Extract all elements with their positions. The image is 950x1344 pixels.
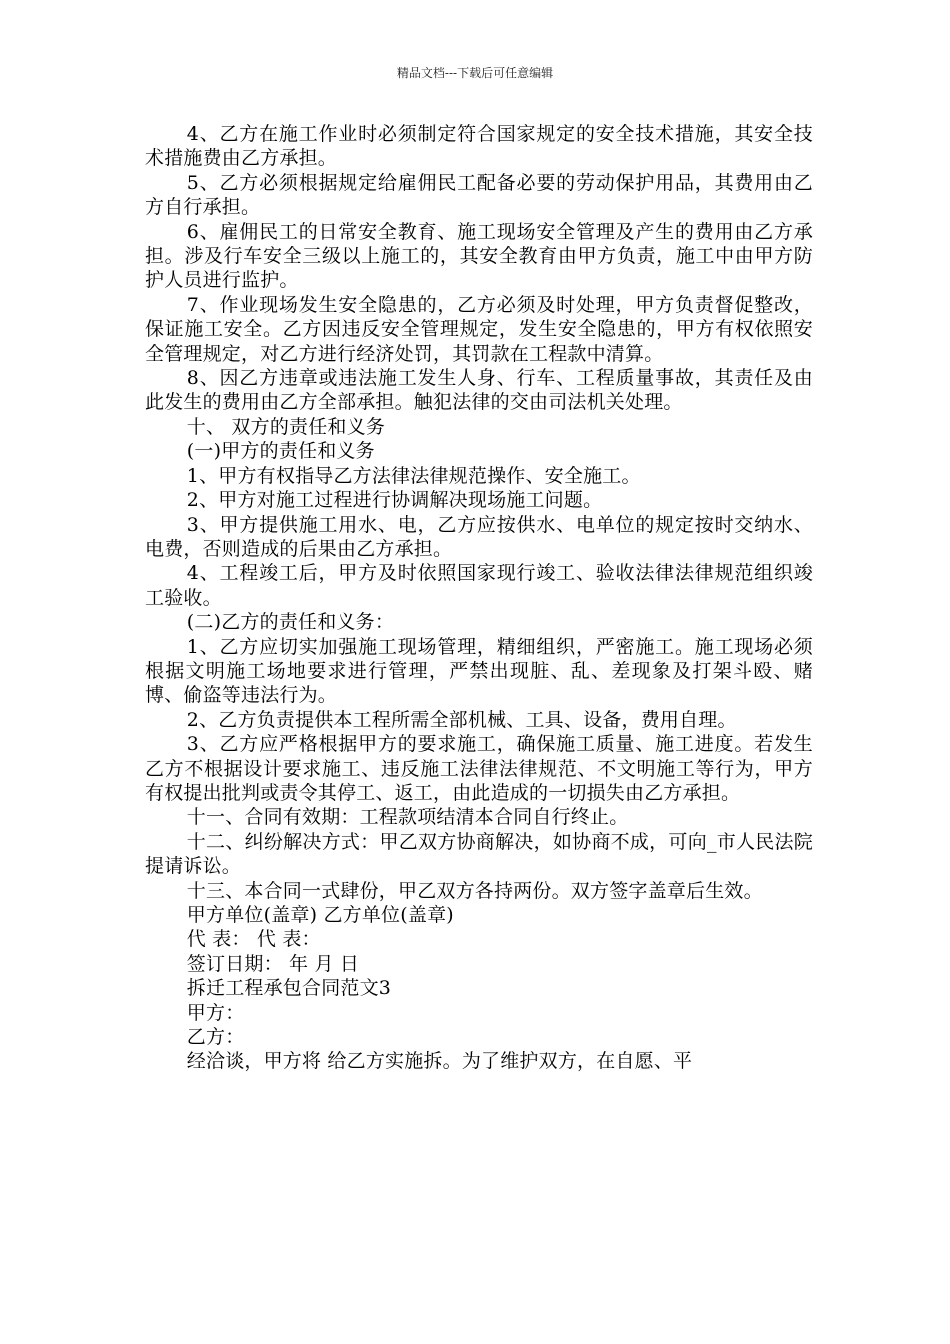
paragraph: 5、乙方必须根据规定给雇佣民工配备必要的劳动保护用品，其费用由乙方自行承担。 <box>145 171 813 219</box>
signature-line: 甲方单位(盖章) 乙方单位(盖章) <box>186 904 454 926</box>
paragraph: 1、乙方应切实加强施工现场管理，精细组织，严密施工。施工现场必须根据文明施工场地要求进行管理，严禁出现脏、乱、差现象及打架斗殴、赌博、偷盗等违法行为。 <box>145 635 813 707</box>
document-title: 拆迁工程承包合同范文3 <box>186 977 392 1000</box>
party-b-line: 乙方： <box>186 1026 245 1049</box>
paragraph: 3、甲方提供施工用水、电，乙方应按供水、电单位的规定按时交纳水、电费，否则造成的后果由乙方承担。 <box>145 513 813 560</box>
party-a-line: 甲方： <box>186 1001 245 1024</box>
paragraph: 4、乙方在施工作业时必须制定符合国家规定的安全技术措施，其安全技术措施费由乙方承担。 <box>145 123 813 170</box>
paragraph: 2、乙方负责提供本工程所需全部机械、工具、设备，费用自理。 <box>186 708 737 731</box>
subsection-heading: (一)甲方的责任和义务 <box>186 440 375 463</box>
paragraph: 2、甲方对施工过程进行协调解决现场施工问题。 <box>186 489 603 512</box>
paragraph: 十二、纠纷解决方式：甲乙双方协商解决，如协商不成，可向_市人民法院提请诉讼。 <box>145 830 813 878</box>
paragraph: 3、乙方应严格根据甲方的要求施工，确保施工质量、施工进度。若发生乙方不根据设计要求施工、违反施工法律法律规范、不文明施工等行为，甲方有权提出批判或责令其停工、返工，由此造成的一切损失由乙方承担。 <box>145 733 813 804</box>
paragraph: 1、甲方有权指导乙方法律法律规范操作、安全施工。 <box>186 464 641 487</box>
date-line: 签订日期： 年 月 日 <box>186 952 360 975</box>
paragraph: 8、因乙方违章或违法施工发生人身、行车、工程质量事故，其责任及由此发生的费用由乙方全部承担。触犯法律的交由司法机关处理。 <box>145 367 813 414</box>
paragraph: 十三、本合同一式肆份，甲乙双方各持两份。双方签字盖章后生效。 <box>186 879 763 902</box>
paragraph: 4、工程竣工后，甲方及时依照国家现行竣工、验收法律法律规范组织竣工验收。 <box>145 562 813 609</box>
page-header: 精品文档---下载后可任意编辑 <box>396 66 554 80</box>
paragraph: 十一、合同有效期：工程款项结清本合同自行终止。 <box>186 806 629 829</box>
section-heading: 十、 双方的责任和义务 <box>186 415 386 438</box>
signature-line: 代 表： 代 表： <box>186 928 321 951</box>
paragraph: 经洽谈，甲方将 给乙方实施拆。为了维护双方，在自愿、平 <box>186 1050 693 1073</box>
paragraph: 7、作业现场发生安全隐患的，乙方必须及时处理，甲方负责督促整改，保证施工安全。乙方因违反安全管理规定，发生安全隐患的，甲方有权依照安全管理规定，对乙方进行经济处罚，其罚款在工程款中清算。 <box>145 293 813 365</box>
paragraph: 6、雇佣民工的日常安全教育、施工现场安全管理及产生的费用由乙方承担。涉及行车安全三级以上施工的，其安全教育由甲方负责，施工中由甲方防护人员进行监护。 <box>145 220 813 292</box>
document-body <box>145 122 813 1074</box>
subsection-heading: (二)乙方的责任和义务： <box>186 611 395 634</box>
